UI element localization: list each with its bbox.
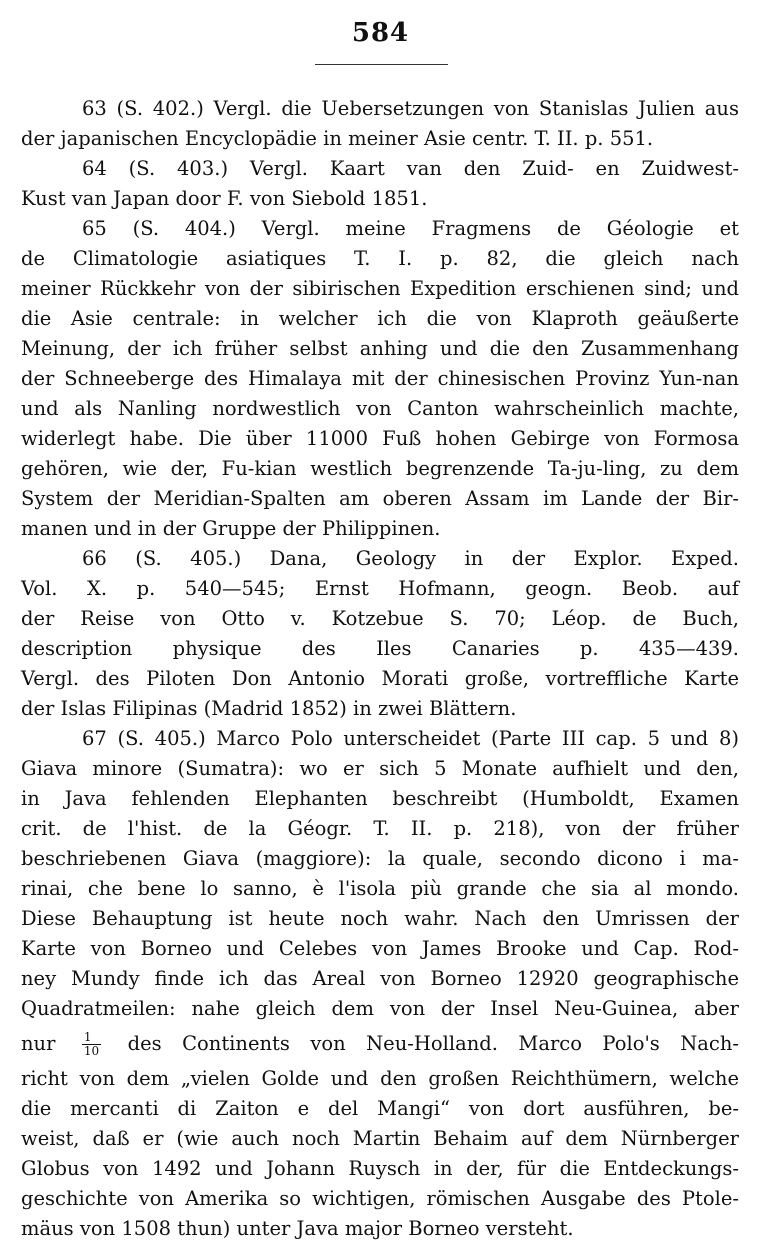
note-64-line: Kust van Japan door F. von Siebold 1851. [21,187,428,210]
note-66-line: der Reise von Otto v. Kotzebue S. 70; Léop. de Buch, [21,607,739,630]
note-64-line: 64 (S. 403.) Vergl. Kaart van den Zuid- en Zuidwest- [82,157,739,180]
note-65-line: die Asie centrale: in welcher ich die von Klaproth geäußerte [21,307,739,330]
note-66-line: Vergl. des Piloten Don Antonio Morati große, vortreffliche Karte [21,667,739,690]
note-66-line: Vol. X. p. 540—545; Ernst Hofmann, geogn. Beob. auf [21,577,739,600]
note-67-line: in Java fehlenden Elephanten beschreibt (Humboldt, Examen [21,787,739,810]
page-number: 584 [351,18,410,48]
header-rule [315,64,448,65]
note-66-line: der Islas Filipinas (Madrid 1852) in zwei Blättern. [21,697,517,720]
note-67-line: die mercanti di Zaiton e del Mangi“ von dort ausführen, be- [21,1097,739,1120]
note-65-line: System der Meridian-Spalten am oberen Assam im Lande der Bir- [21,487,739,510]
note-66-line: description physique des Iles Canaries p. 435—439. [21,637,739,660]
note-67-line: beschriebenen Giava (maggiore): la quale, secondo dicono i ma- [21,847,739,870]
note-67-fraction-line [21,1024,739,1064]
note-67-line: crit. de l'hist. de la Géogr. T. II. p. 218), von der früher [21,817,739,840]
note-65-line: meiner Rückkehr von der sibirischen Expedition erschienen sind; und [21,277,739,300]
note-65-line: manen und in der Gruppe der Philippinen. [21,517,441,540]
note-65-line: und als Nanling nordwestlich von Canton wahrscheinlich machte, [21,397,739,420]
note-67-line: Giava minore (Sumatra): wo er sich 5 Monate aufhielt und den, [21,757,739,780]
note-67-line: rinai, che bene lo sanno, è l'isola più grande che sia al mondo. [21,877,739,900]
note-65-line: gehören, wie der, Fu-kian westlich begrenzende Ta-ju-ling, zu dem [21,457,739,480]
note-67-line: Karte von Borneo und Celebes von James Brooke und Cap. Rod- [21,937,739,960]
note-67-line: Globus von 1492 und Johann Ruysch in der, für die Entdeckungs- [21,1157,739,1180]
note-65-line: widerlegt habe. Die über 11000 Fuß hohen Gebirge von Formosa [21,427,739,450]
note-67-line: 67 (S. 405.) Marco Polo unterscheidet (Parte III cap. 5 und 8) [82,727,739,750]
note-67-line: mäus von 1508 thun) unter Java major Borneo versteht. [21,1217,574,1240]
fraction-one-tenth [82,1031,101,1058]
note-65-line: 65 (S. 404.) Vergl. meine Fragmens de Géologie et [82,217,739,240]
note-66-line: 66 (S. 405.) Dana, Geology in der Explor. Exped. [82,547,739,570]
note-65-line: der Schneeberge des Himalaya mit der chinesischen Provinz Yun-nan [21,367,739,390]
note-63-line: der japanischen Encyclopädie in meiner Asie centr. T. II. p. 551. [21,127,654,150]
note-67-line: Diese Behauptung ist heute noch wahr. Nach den Umrissen der [21,907,739,930]
note-65-line: de Climatologie asiatiques T. I. p. 82, die gleich nach [21,247,739,270]
fraction-line-after: des Continents von Neu-Holland. Marco Polo's Nach- [127,1032,740,1055]
note-63-line: 63 (S. 402.) Vergl. die Uebersetzungen von Stanislas Julien aus [82,97,739,120]
note-67-line: ney Mundy finde ich das Areal von Borneo 12920 geographische [21,967,739,990]
fraction-numerator: 1 [82,1031,101,1045]
fraction-line-before: nur [21,1032,56,1055]
note-67-line: weist, daß er (wie auch noch Martin Behaim auf dem Nürnberger [21,1127,739,1150]
note-67-line: richt von dem „vielen Golde und den großen Reichthümern, welche [21,1067,739,1090]
note-65-line: Meinung, der ich früher selbst anhing und die den Zusammenhang [21,337,739,360]
note-67-line: Quadratmeilen: nahe gleich dem von der Insel Neu-Guinea, aber [21,997,739,1020]
note-67-line: geschichte von Amerika so wichtigen, römischen Ausgabe des Ptole- [21,1187,739,1210]
fraction-denominator: 10 [83,1044,100,1058]
